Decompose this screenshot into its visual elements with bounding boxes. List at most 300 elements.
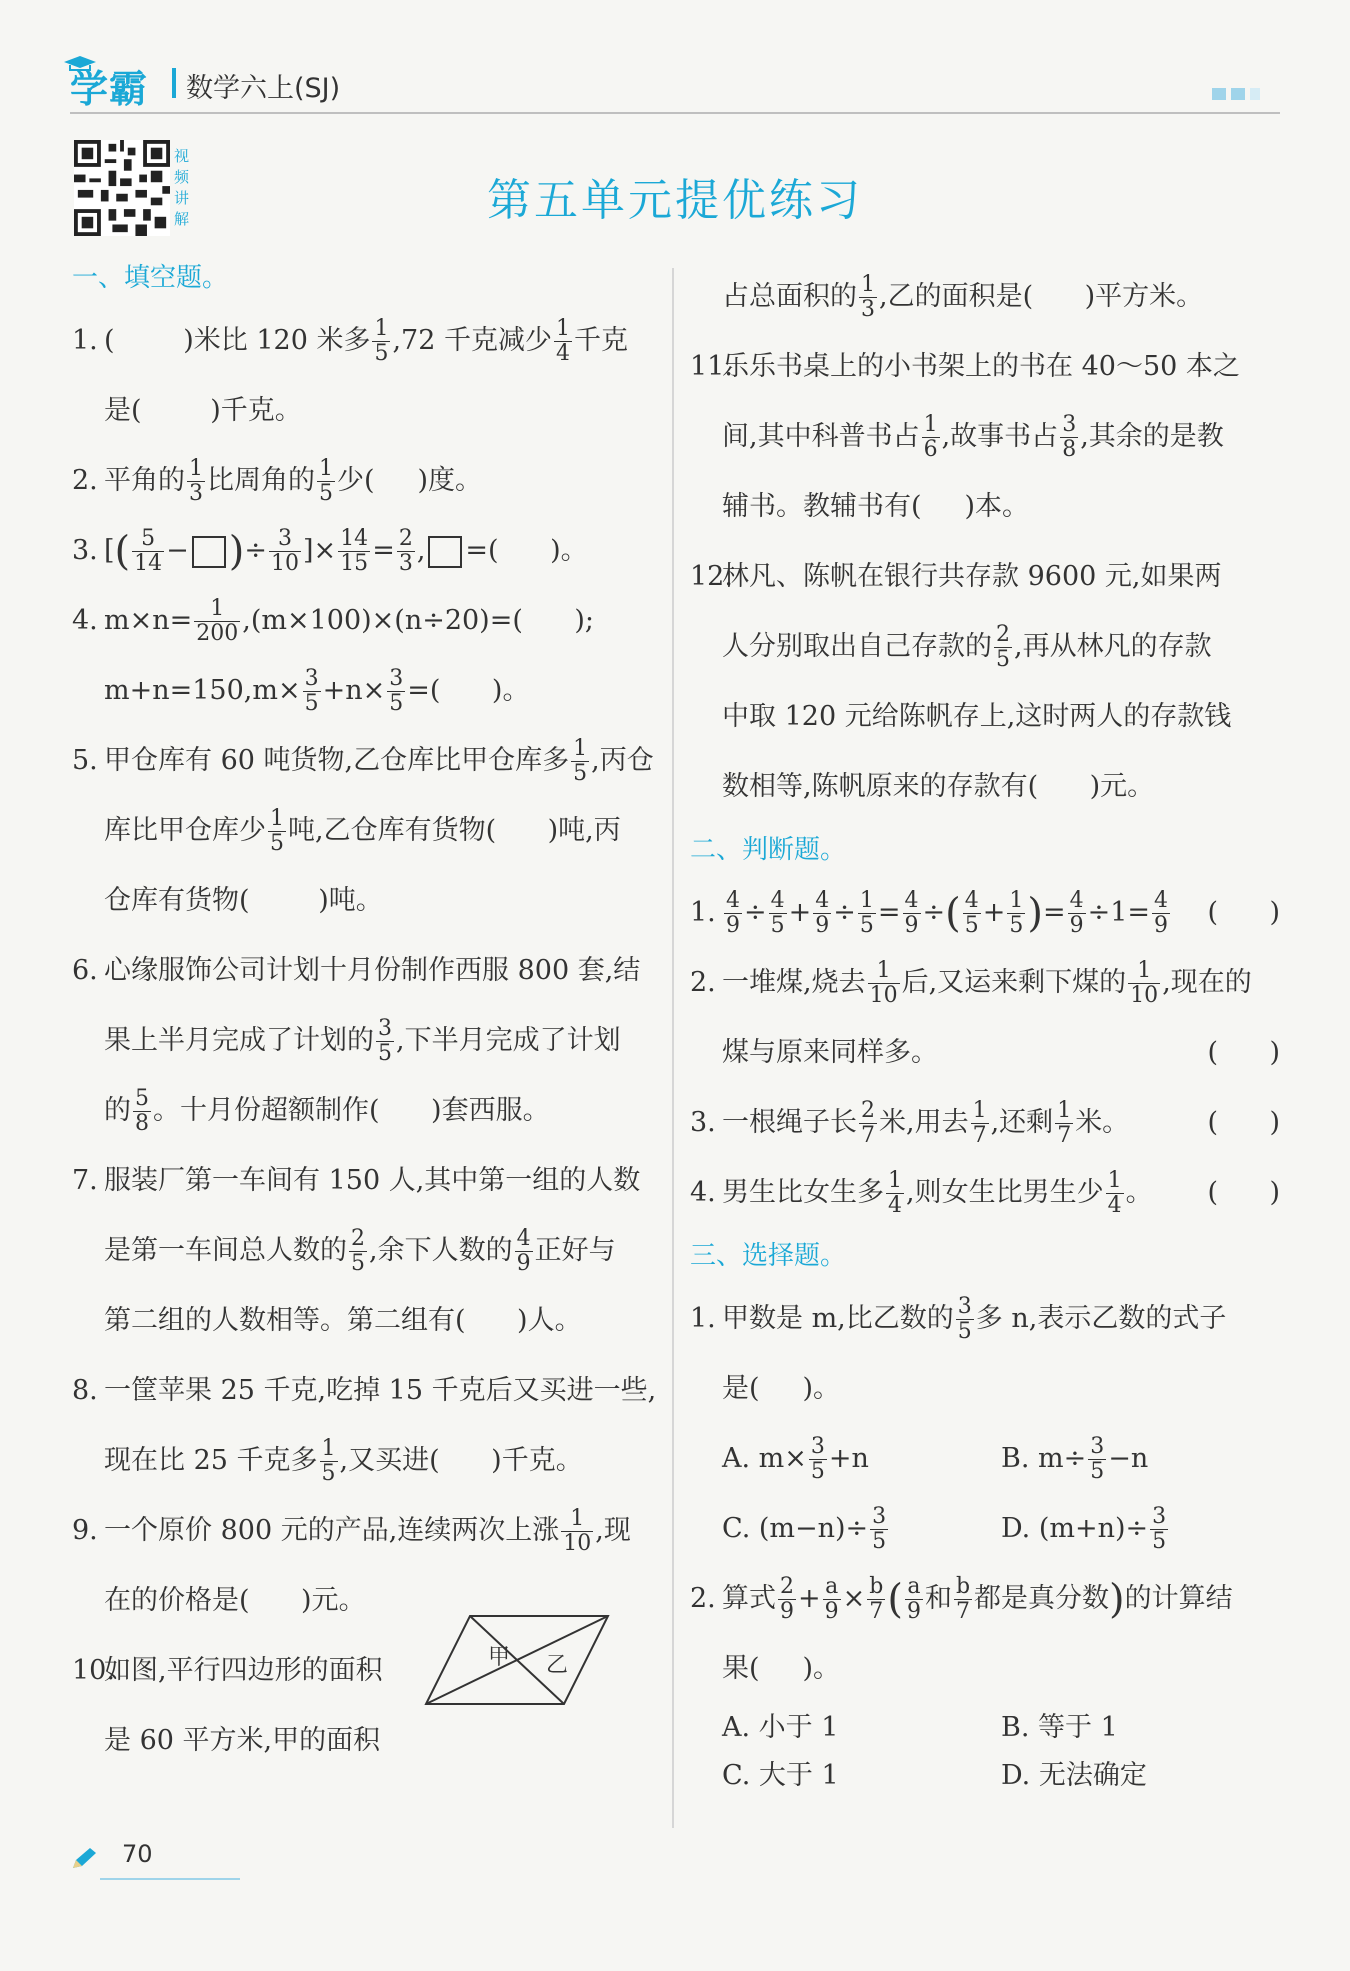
question-text: 如图,平行四边形的面积	[104, 1655, 383, 1686]
question-line	[104, 446, 662, 516]
choice-option[interactable]	[722, 1752, 1001, 1800]
fraction-numerator: 4	[1069, 888, 1084, 913]
fraction-numerator: 3	[1062, 412, 1077, 437]
column-divider	[672, 268, 674, 1828]
fraction-denominator: 10	[271, 551, 300, 576]
question-item	[72, 1146, 662, 1356]
fraction-numerator: 1	[868, 959, 900, 984]
fraction-denominator: 5	[1009, 913, 1024, 938]
fraction-numerator: 3	[810, 1434, 825, 1459]
fraction	[886, 1169, 904, 1218]
fraction-numerator: 3	[304, 666, 319, 691]
fraction	[868, 959, 900, 1008]
question-text: )。	[802, 1653, 841, 1684]
judge-answer-blank[interactable]: ( )	[1207, 897, 1280, 928]
fraction-numerator: 3	[1090, 1434, 1105, 1459]
fraction-denominator: 14	[134, 551, 163, 576]
question-number: 3.	[690, 1107, 716, 1138]
fraction-numerator: 1	[861, 272, 875, 297]
fraction-numerator: a	[823, 1575, 841, 1600]
choice-option[interactable]	[1001, 1494, 1280, 1564]
question-text: 在的价格是(	[104, 1585, 250, 1616]
fraction-denominator: 6	[923, 437, 938, 462]
question-line	[104, 516, 662, 586]
answer-blank[interactable]	[250, 1566, 302, 1636]
choice-option[interactable]	[722, 1424, 1001, 1494]
question-text: ,现	[595, 1515, 631, 1546]
question-text: +n×	[322, 675, 386, 706]
question-line	[722, 1088, 1280, 1158]
question-text: ×	[842, 1583, 866, 1614]
fraction-denominator: 9	[904, 913, 919, 938]
brand-logo: 学霸	[70, 67, 149, 111]
answer-blank[interactable]	[1033, 262, 1085, 332]
fraction	[387, 667, 405, 716]
question-text: 男生比女生多	[722, 1177, 884, 1208]
question-text: +	[788, 897, 812, 928]
question-text: ÷	[744, 897, 767, 928]
question-text: )米比 120 米多	[183, 325, 371, 356]
question-text: 煤与原来同样多。	[722, 1037, 938, 1068]
question-number: 6.	[72, 955, 98, 986]
fraction-numerator: 1	[859, 888, 874, 913]
fraction-denominator: 10	[1130, 983, 1159, 1008]
question-number: 1.	[690, 1303, 716, 1334]
fraction-numerator: 14	[340, 526, 369, 551]
fraction-denominator: 7	[1057, 1123, 1072, 1148]
question-text: 林凡、陈帆在银行共存款 9600 元,如果两	[722, 561, 1222, 592]
question-line	[722, 1354, 1280, 1424]
fraction	[187, 457, 205, 506]
fraction-denominator: 10	[563, 1531, 592, 1556]
fraction	[922, 413, 940, 462]
large-parenthesis: )	[1027, 890, 1043, 937]
question-number: 3.	[72, 535, 98, 566]
question-line	[104, 376, 662, 446]
question-text: 第二组的人数相等。第二组有(	[104, 1305, 466, 1336]
question-text: 现在比 25 千克多	[104, 1445, 318, 1476]
question-number: 2.	[72, 465, 98, 496]
fraction-numerator: 1	[1057, 1098, 1072, 1123]
question-text: +	[982, 897, 1006, 928]
question-text: −	[166, 535, 189, 566]
fraction	[132, 527, 164, 576]
fraction-denominator: 15	[340, 551, 369, 576]
fraction-denominator: 4	[1107, 1193, 1122, 1218]
fraction-denominator: 5	[1090, 1459, 1105, 1484]
question-line	[104, 1146, 662, 1216]
question-text: )套西服。	[431, 1095, 550, 1126]
question-text: m+n=150,m×	[104, 675, 301, 706]
fraction-denominator: 9	[780, 1599, 794, 1624]
question-text: )。	[802, 1373, 841, 1404]
question-text: 库比甲仓库少	[104, 815, 266, 846]
question-text: ,现在的	[1162, 967, 1252, 998]
fraction	[303, 667, 321, 716]
fraction-numerator: 1	[888, 1168, 902, 1193]
answer-blank[interactable]	[250, 866, 319, 936]
fraction	[268, 807, 286, 856]
answer-blank[interactable]	[466, 1286, 518, 1356]
question-line	[104, 796, 662, 866]
question-item	[690, 542, 1280, 822]
question-item	[72, 306, 662, 446]
answer-blank[interactable]	[760, 1354, 803, 1424]
fraction-denominator: 5	[859, 913, 874, 938]
question-text: 。	[1125, 1177, 1153, 1208]
fraction-denominator: 5	[321, 1461, 336, 1486]
fraction-numerator: 1	[321, 1436, 336, 1461]
question-text: 都是真分数	[974, 1583, 1110, 1614]
question-text: =	[877, 897, 901, 928]
answer-blank[interactable]	[115, 306, 184, 376]
answer-box[interactable]	[192, 536, 226, 568]
question-text: 服装厂第一车间有 150 人,其中第一组的人数	[104, 1165, 641, 1196]
question-text: 一个原价 800 元的产品,连续两次上涨	[104, 1515, 560, 1546]
fraction	[1150, 1505, 1168, 1554]
fraction-denominator: 5	[957, 1319, 972, 1344]
question-item	[690, 1158, 1280, 1228]
judge-answer-blank[interactable]: ( )	[1207, 1177, 1280, 1208]
question-line	[104, 866, 662, 936]
answer-blank[interactable]	[440, 1426, 492, 1496]
question-item	[72, 726, 662, 936]
question-line	[104, 1076, 662, 1146]
question-text: 果(	[722, 1653, 760, 1684]
fraction	[349, 1227, 367, 1276]
answer-blank[interactable]	[375, 446, 418, 516]
question-text: ]×	[303, 535, 337, 566]
fraction-numerator: 3	[378, 1016, 392, 1041]
choice-question-list	[690, 1284, 1280, 1800]
question-text: ÷	[922, 897, 946, 928]
question-text: 辅书。教辅书有(	[722, 491, 922, 522]
fraction-denominator: 5	[996, 647, 1010, 672]
fraction	[859, 273, 877, 322]
answer-blank[interactable]	[523, 586, 575, 656]
answer-blank[interactable]	[1038, 752, 1090, 822]
pencil-icon	[70, 1846, 98, 1872]
question-text: 米。	[1075, 1107, 1130, 1138]
question-text: )吨。	[318, 885, 383, 916]
question-text: )千克。	[210, 395, 302, 426]
fraction-numerator: 1	[189, 456, 203, 481]
section-fill-heading: 一、填空题。	[72, 263, 229, 293]
question-text: +n	[828, 1443, 869, 1474]
fraction	[1060, 413, 1078, 462]
fraction-denominator: 7	[972, 1123, 987, 1148]
question-text: ,72 千克减少	[392, 325, 552, 356]
figure-label-jia: 甲	[488, 1645, 511, 1670]
fraction	[870, 1505, 888, 1554]
answer-blank[interactable]	[142, 376, 211, 446]
fraction-numerator: 4	[1154, 888, 1169, 913]
question-text: 算式	[722, 1583, 776, 1614]
fraction-denominator: 3	[861, 297, 875, 322]
question-number: 9.	[72, 1515, 98, 1546]
fraction-numerator: 4	[726, 888, 740, 913]
question-text: )吨,丙	[547, 815, 621, 846]
question-text: )人。	[517, 1305, 582, 1336]
fraction	[859, 1099, 877, 1148]
fraction	[554, 317, 572, 366]
fraction-numerator: 1	[555, 316, 570, 341]
fraction-denominator: 3	[398, 551, 413, 576]
fraction-denominator: 9	[1069, 913, 1084, 938]
fraction-denominator: 10	[869, 983, 898, 1008]
fraction	[867, 1575, 885, 1624]
answer-blank[interactable]	[440, 656, 492, 726]
fraction-denominator: 5	[270, 831, 284, 856]
choice-option[interactable]	[1001, 1752, 1280, 1800]
fraction-denominator: 4	[555, 341, 570, 366]
question-text: C. (m−n)÷	[722, 1513, 869, 1544]
fraction-denominator: 9	[516, 1251, 531, 1276]
fraction	[194, 597, 240, 646]
book-title: 数学六上(SJ)	[186, 73, 341, 104]
question-number: 4.	[72, 605, 98, 636]
section-judge-heading: 二、判断题。	[690, 835, 847, 865]
question-number: 5.	[72, 745, 98, 776]
fraction-numerator: 1	[374, 316, 389, 341]
question-line	[722, 878, 1280, 948]
question-text: 的计算结	[1124, 1583, 1233, 1614]
question-text: A. 小于 1	[722, 1712, 839, 1743]
fraction-numerator: 4	[904, 888, 919, 913]
question-text: 和	[924, 1583, 952, 1614]
question-line	[722, 1018, 1280, 1088]
question-text: 是 60 平方米,甲的面积	[104, 1725, 381, 1756]
question-text: )平方米。	[1084, 281, 1204, 312]
question-item	[72, 516, 662, 586]
fraction-denominator: 9	[906, 1599, 921, 1624]
fraction	[133, 1087, 151, 1136]
fraction-denominator: 8	[1062, 437, 1077, 462]
question-line	[722, 752, 1280, 822]
choice-option[interactable]	[722, 1494, 1001, 1564]
answer-box[interactable]	[428, 536, 462, 568]
question-text: 间,其中科普书占	[722, 421, 920, 452]
question-text: ,再从林凡的存款	[1014, 631, 1212, 662]
large-parenthesis: (	[945, 890, 961, 937]
choice-option[interactable]	[1001, 1704, 1280, 1752]
question-line	[104, 586, 662, 656]
question-line	[722, 332, 1280, 402]
fraction	[809, 1435, 827, 1484]
question-number: 12.	[690, 561, 733, 592]
fraction	[397, 527, 415, 576]
fraction-numerator: 1	[1128, 959, 1160, 984]
answer-blank[interactable]	[760, 1634, 803, 1704]
fraction-numerator: 2	[351, 1226, 365, 1251]
fraction-denominator: 9	[824, 1599, 839, 1624]
question-text: [	[104, 535, 115, 566]
question-text: 正好与	[534, 1235, 616, 1266]
question-text: m×n=	[104, 605, 193, 636]
question-text: A. m×	[722, 1443, 807, 1474]
question-text: ,	[416, 535, 426, 566]
question-number: 1.	[690, 897, 716, 928]
question-item	[72, 446, 662, 516]
question-line	[104, 1496, 662, 1566]
fraction-numerator: b	[955, 1574, 971, 1599]
question-number: 2.	[690, 1583, 716, 1614]
fraction-denominator: 7	[861, 1123, 875, 1148]
page-number: 70	[122, 1840, 153, 1868]
question-line	[722, 948, 1280, 1018]
question-text: 米,用去	[879, 1107, 969, 1138]
fraction-numerator: 1	[1009, 888, 1024, 913]
fraction-numerator: 3	[1152, 1504, 1167, 1529]
fraction-numerator: 3	[269, 527, 301, 552]
fraction	[963, 889, 981, 938]
question-text: 中取 120 元给陈帆存上,这时两人的存款钱	[722, 701, 1232, 732]
question-item	[690, 262, 1280, 332]
fraction	[1068, 889, 1086, 938]
fraction	[769, 889, 787, 938]
question-line	[722, 1564, 1280, 1634]
question-text: )千克。	[491, 1445, 583, 1476]
fraction	[561, 1507, 593, 1556]
fraction-denominator: 5	[573, 761, 588, 786]
question-text: 千克	[573, 325, 628, 356]
question-text: 占总面积的	[722, 281, 857, 312]
fraction-numerator: 5	[135, 1086, 149, 1111]
fraction-denominator: 3	[189, 481, 203, 506]
question-text: 比周角的	[207, 465, 315, 496]
fraction-numerator: 1	[270, 806, 284, 831]
fraction-numerator: 1	[972, 1098, 987, 1123]
question-text: 人分别取出自己存款的	[722, 631, 992, 662]
question-text: =	[1042, 897, 1066, 928]
right-column	[690, 262, 1280, 1800]
question-item	[690, 878, 1280, 948]
question-line	[104, 656, 662, 726]
fraction-denominator: 5	[374, 341, 389, 366]
qr-label: 视频讲解	[174, 147, 190, 228]
judge-answer-blank[interactable]: ( )	[1207, 1037, 1280, 1068]
question-line	[722, 1158, 1280, 1228]
question-text: (	[104, 325, 115, 356]
choice-option[interactable]	[722, 1704, 1001, 1752]
large-parenthesis: )	[1109, 1576, 1125, 1623]
fraction-denominator: 5	[770, 913, 785, 938]
question-line	[722, 612, 1280, 682]
question-item	[72, 586, 662, 726]
answer-blank[interactable]	[922, 472, 965, 542]
answer-blank[interactable]	[499, 516, 551, 586]
answer-blank[interactable]	[496, 796, 548, 866]
fraction-denominator: 7	[956, 1599, 970, 1624]
fraction	[1055, 1099, 1073, 1148]
question-item	[690, 1564, 1280, 1800]
question-text: ÷1=	[1087, 897, 1151, 928]
choice-option[interactable]	[1001, 1424, 1280, 1494]
question-line	[722, 682, 1280, 752]
header-decoration	[1212, 88, 1260, 100]
question-text: 一堆煤,烧去	[722, 967, 866, 998]
question-text: +	[798, 1583, 821, 1614]
question-number: 2.	[690, 967, 716, 998]
left-column	[72, 250, 662, 1776]
fraction	[1152, 889, 1170, 938]
question-text: 是(	[722, 1373, 760, 1404]
question-text: 少(	[337, 465, 375, 496]
question-number: 4.	[690, 1177, 716, 1208]
question-number: 7.	[72, 1165, 98, 1196]
fraction	[269, 527, 301, 576]
figure-label-yi: 乙	[546, 1653, 569, 1678]
question-text: ,又买进(	[339, 1445, 440, 1476]
question-line	[104, 936, 662, 1006]
question-line	[722, 1634, 1280, 1704]
option-list	[722, 1704, 1280, 1800]
question-text: =(	[407, 675, 441, 706]
question-text: 甲数是 m,比乙数的	[722, 1303, 954, 1334]
answer-blank[interactable]	[380, 1076, 432, 1146]
question-text: )度。	[417, 465, 483, 496]
question-text: 多 n,表示乙数的式子	[975, 1303, 1227, 1334]
fraction-denominator: 5	[964, 913, 979, 938]
fraction-denominator: 200	[196, 621, 239, 646]
question-text: =(	[465, 535, 499, 566]
question-text: ,其余的是教	[1080, 421, 1224, 452]
fraction	[1088, 1435, 1106, 1484]
question-text: 是第一车间总人数的	[104, 1235, 347, 1266]
fraction-denominator: 9	[1154, 913, 1169, 938]
large-parenthesis: (	[887, 1576, 903, 1623]
parallelogram-figure	[422, 1610, 612, 1710]
question-line	[104, 1286, 662, 1356]
question-text: ,丙仓	[591, 745, 654, 776]
fraction	[571, 737, 589, 786]
fraction	[994, 623, 1012, 672]
question-number: 10.	[72, 1655, 115, 1686]
question-item	[72, 1636, 662, 1776]
question-text: ,还剩	[990, 1107, 1054, 1138]
page-title: 第五单元提优练习	[487, 175, 863, 226]
judge-answer-blank[interactable]: ( )	[1207, 1107, 1280, 1138]
fraction-numerator: 2	[780, 1574, 794, 1599]
fraction	[724, 889, 742, 938]
question-line	[722, 1284, 1280, 1354]
question-text: 平角的	[104, 465, 185, 496]
fraction	[376, 1017, 394, 1066]
fill-question-list	[72, 306, 662, 1776]
question-text: 一根绳子长	[722, 1107, 857, 1138]
large-parenthesis: )	[228, 528, 245, 575]
question-text: ,下半月完成了计划	[396, 1025, 621, 1056]
fraction-numerator: b	[869, 1574, 884, 1599]
fraction	[1128, 959, 1160, 1008]
option-list	[722, 1424, 1280, 1564]
question-text: 。十月份超额制作(	[153, 1095, 380, 1126]
question-text: )本。	[964, 491, 1030, 522]
question-text: 甲仓库有 60 吨货物,乙仓库比甲仓库多	[104, 745, 570, 776]
question-text: D. 无法确定	[1001, 1760, 1147, 1791]
question-line	[104, 1006, 662, 1076]
question-line	[722, 402, 1280, 472]
question-text: D. (m+n)÷	[1001, 1513, 1149, 1544]
fraction-numerator: 2	[996, 622, 1010, 647]
question-text: );	[574, 605, 595, 636]
fraction	[320, 1437, 338, 1486]
fraction-numerator: 1	[573, 736, 588, 761]
fraction	[338, 527, 370, 576]
fraction-numerator: 2	[861, 1098, 875, 1123]
fraction-denominator: 9	[815, 913, 830, 938]
question-text: C. 大于 1	[722, 1760, 839, 1791]
